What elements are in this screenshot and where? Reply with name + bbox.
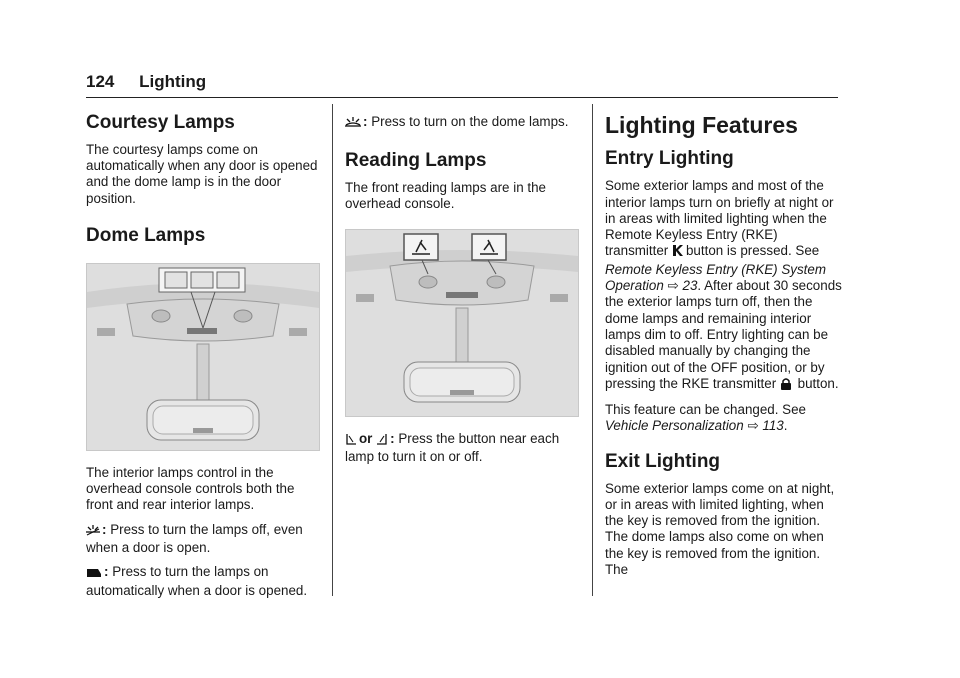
dome-off-colon: : [102,521,107,537]
rke-unlock-icon [672,244,684,261]
reading-console-illustration [346,230,578,416]
entry-lighting-heading: Entry Lighting [605,148,734,170]
rke-lock-icon [780,377,792,394]
dome-on-item [345,114,583,132]
reading-lamp-item [345,431,583,466]
entry-text-1: Some exterior lamps and most of the interior lamps turn on briefly at night or in areas with limited lighting when the Remote Keyless Entry (RKE) transmitter [605,178,834,259]
entry-text-3: After about 30 seconds the exterior lamps turn off, then the dome lamps and remaining interior lamps dim to off. Entry lighting can be disabled manually by changing the ignition out of the OFF position, or by pressing the RKE transmitter [605,278,842,391]
dome-lamp-console-figure [86,263,320,451]
courtesy-lamps-text: The courtesy lamps come on automatically when any door is opened and the dome lamp is in the door position. [86,141,318,206]
column-1 [86,104,324,607]
reading-lamps-text: The front reading lamps are in the overhead console. [345,180,546,212]
reading-lamp-right-icon [376,433,388,449]
reading-lamp-console-figure [345,229,579,417]
dome-on-text: Press to turn on the dome lamps. [371,114,569,129]
column-divider-2 [592,104,593,596]
header-rule [86,97,838,98]
dome-off-text: Press to turn the lamps off, even when a door is open. [86,521,303,556]
dome-door-colon: : [104,564,109,580]
reading-lamps-heading: Reading Lamps [345,150,487,172]
section-title: Lighting [139,72,207,91]
personalization-ref-arrow-icon: ⇨ [747,418,759,434]
dome-door-item [86,564,324,599]
entry-text-5: This feature can be changed. See [605,402,806,418]
dome-lamps-heading: Dome Lamps [86,225,206,247]
reading-lamp-text: Press the button near each lamp to turn it on or off. [345,430,560,465]
dome-on-icon [345,116,361,132]
personalization-ref-page[interactable]: 113 [762,418,784,434]
page-header [86,72,206,92]
dome-lamps-intro: The interior lamps control in the overhead console controls both the front and rear interior lamps. [86,464,295,513]
exit-lighting-heading: Exit Lighting [605,450,721,472]
entry-text-4: button. [797,375,839,391]
reading-lamp-colon: : [390,430,395,446]
rke-reference[interactable]: Remote Keyless Entry (RKE) System Operation [605,261,827,294]
lighting-features-heading: Lighting Features [605,112,798,138]
column-2 [345,104,583,473]
dome-console-illustration [87,264,319,450]
exit-lighting-paragraph: Some exterior lamps come on at night, or in areas with limited lighting, when the key is removed from the ignition. The dome lamps also come on when the key is removed from the ignition. The [605,480,835,578]
entry-personalization-paragraph: This feature can be changed. See Vehicle Personalization ⇨ 113. [605,402,806,434]
rke-ref-arrow-icon: ⇨ [667,278,679,294]
column-divider-1 [332,104,333,596]
courtesy-lamps-heading: Courtesy Lamps [86,112,235,133]
entry-lighting-paragraph: Some exterior lamps and most of the interior lamps turn on briefly at night or in areas with limited lighting when the Remote Keyless Entry (RKE) transmitter button is pressed. See Remote Keyless Entry (RKE) System Operation ⇨ 23. After about 30 seconds the exterior lamps turn off, then the dome lamps and remaining interior lamps dim to off. Entry lighting can be disabled manually by changing the ignition out of the OFF position, or by pressing the RKE transmitter button. [605,178,843,394]
column-3 [605,104,843,586]
door-icon [86,566,102,582]
or-word: or [359,430,373,446]
dome-off-item [86,522,324,557]
dome-on-colon: : [363,114,368,129]
dome-off-icon [86,524,100,540]
reading-lamp-left-icon [345,433,357,449]
rke-ref-page[interactable]: 23 [682,278,698,294]
personalization-reference[interactable]: Vehicle Personalization [605,418,744,434]
page-number: 124 [86,72,115,91]
dome-door-text: Press to turn the lamps on automatically when a door is opened. [86,564,308,598]
entry-text-2: button is pressed. See [685,243,820,259]
